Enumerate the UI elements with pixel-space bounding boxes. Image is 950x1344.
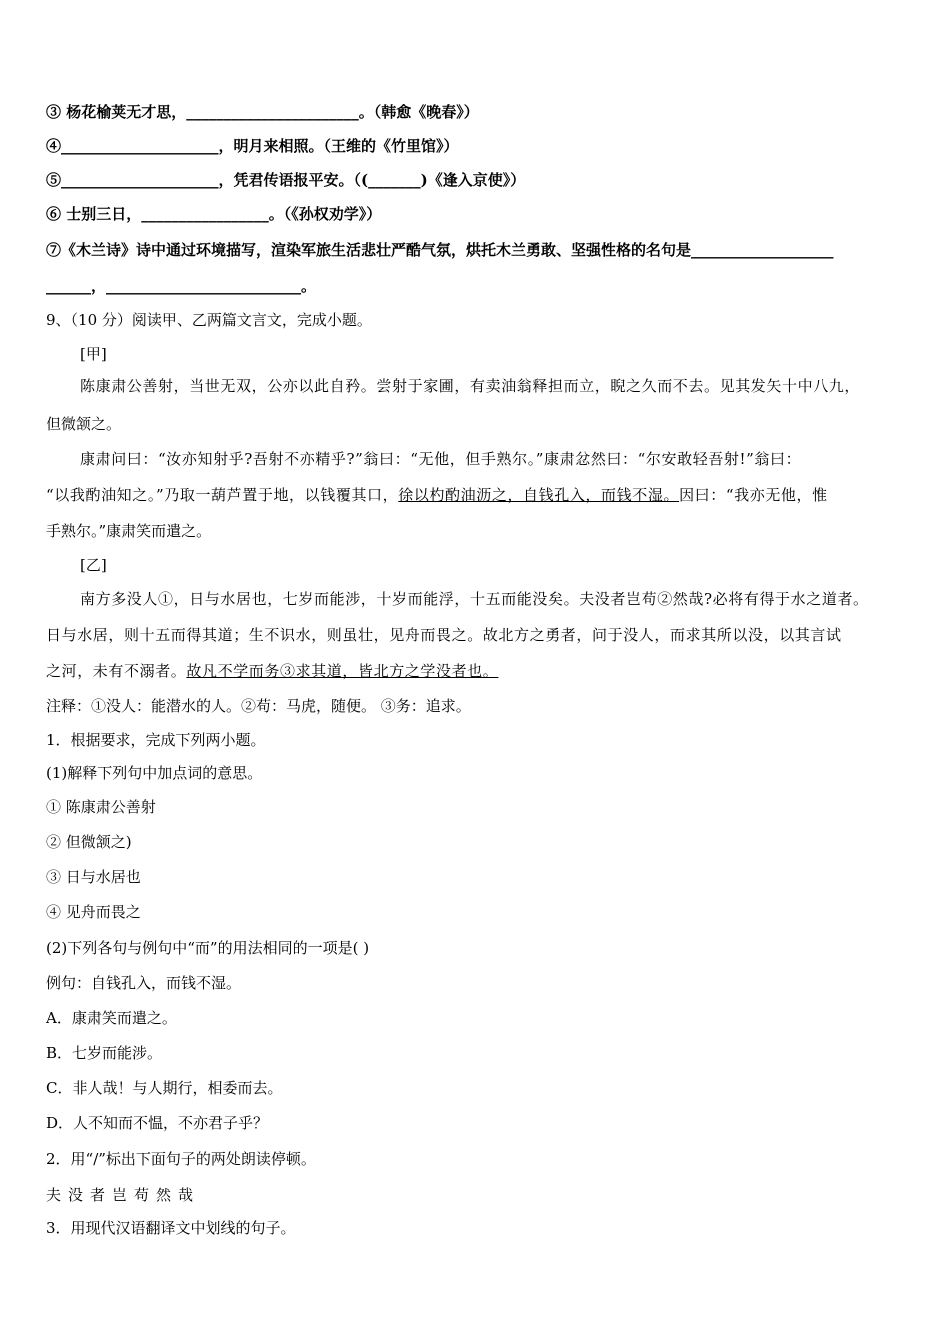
underlined-sentence-jia: 徐以杓酌油沥之，自钱孔入，而钱不湿。 xyxy=(398,486,680,504)
sub-question-1-part2: (2)下列各句与例句中“而”的用法相同的一项是( ) xyxy=(46,939,370,957)
item-4: ④ 见舟而畏之 xyxy=(46,903,141,921)
question-9-title: 9、（10 分）阅读甲、乙两篇文言文，完成小题。 xyxy=(46,311,372,329)
passage-jia-p1-line1: 陈康肃公善射，当世无双，公亦以此自矜。尝射于家圃，有卖油翁释担而立，睨之久而不去。见其发矢十中八九， xyxy=(80,377,861,395)
passage-jia-p2-line3: 手熟尔。”康肃笑而遣之。 xyxy=(46,522,212,540)
passage-jia-p2-line1: 康肃问曰：“汝亦知射乎?吾射不亦精乎?”翁曰：“无他，但手熟尔。”康肃忿然曰：“尔安敢轻吾射!”翁曰： xyxy=(80,450,802,468)
sub-question-2-title: 2．用“/”标出下面句子的两处朗读停顿。 xyxy=(46,1150,316,1168)
passage-jia-p2-line2-pre: “以我酌油知之。”乃取一葫芦置于地，以钱覆其口， xyxy=(46,486,399,504)
passage-yi-label: [乙] xyxy=(80,556,107,574)
item-3: ③ 日与水居也 xyxy=(46,868,141,886)
passage-yi-line3-pre: 之河，未有不溺者。 xyxy=(46,662,187,680)
passage-yi-line2: 日与水居，则十五而得其道；生不识水，则虽壮，见舟而畏之。故北方之勇者，问于没人，而求其所以没，以其言试 xyxy=(46,626,842,644)
example-sentence: 例句：自钱孔入，而钱不湿。 xyxy=(46,974,242,992)
option-c: C．非人哉！与人期行，相委而去。 xyxy=(46,1079,283,1097)
fill-blank-3: ③ 杨花榆荚无才思，_______________________。（韩愈《晚春》） xyxy=(46,103,479,121)
item-1: ① 陈康肃公善射 xyxy=(46,798,156,816)
passage-jia-label: [甲] xyxy=(80,345,107,363)
fill-blank-7: ⑦《木兰诗》诗中通过环境描写，渲染军旅生活悲壮严酷气氛，烘托木兰勇敢、坚强性格的名句是___________________ xyxy=(46,241,834,259)
option-b: B．七岁而能涉。 xyxy=(46,1044,163,1062)
annotations: 注释：①没人：能潜水的人。②苟：马虎，随便。 ③务：追求。 xyxy=(46,697,471,715)
pause-sentence: 夫没者岂苟然哉 xyxy=(46,1186,201,1204)
passage-jia-p2-line2-post: 因曰：“我亦无他，惟 xyxy=(679,486,828,504)
passage-yi-line1: 南方多没人①，日与水居也，七岁而能涉，十岁而能浮，十五而能没矣。夫没者岂苟②然哉?必将有得于水之道者。 xyxy=(80,590,869,608)
passage-jia-p1-line2: 但微颔之。 xyxy=(46,415,122,433)
sub-question-3-title: 3．用现代汉语翻译文中划线的句子。 xyxy=(46,1219,296,1237)
option-d: D．人不知而不愠，不亦君子乎？ xyxy=(46,1114,269,1132)
fill-blank-5: ⑤_____________________，凭君传语报平安。（(_______)《逢入京使》） xyxy=(46,171,526,189)
passage-jia-p2-line2 xyxy=(46,485,828,505)
sub-question-1-title: 1．根据要求，完成下列两小题。 xyxy=(46,731,266,749)
sub-question-1-part1: (1)解释下列句中加点词的意思。 xyxy=(46,764,263,782)
underlined-sentence-yi: 故凡不学而务③求其道，皆北方之学没者也。 xyxy=(186,662,499,680)
fill-blank-6: ⑥ 士别三日，_________________。（《孙权劝学》） xyxy=(46,205,382,223)
item-2: ② 但微颔之) xyxy=(46,833,132,851)
fill-blank-4: ④_____________________，明月来相照。（王维的《竹里馆》） xyxy=(46,137,459,155)
passage-yi-line3 xyxy=(46,661,498,681)
option-a: A．康肃笑而遣之。 xyxy=(46,1009,177,1027)
fill-blank-7-cont: ______，__________________________。 xyxy=(46,277,317,295)
